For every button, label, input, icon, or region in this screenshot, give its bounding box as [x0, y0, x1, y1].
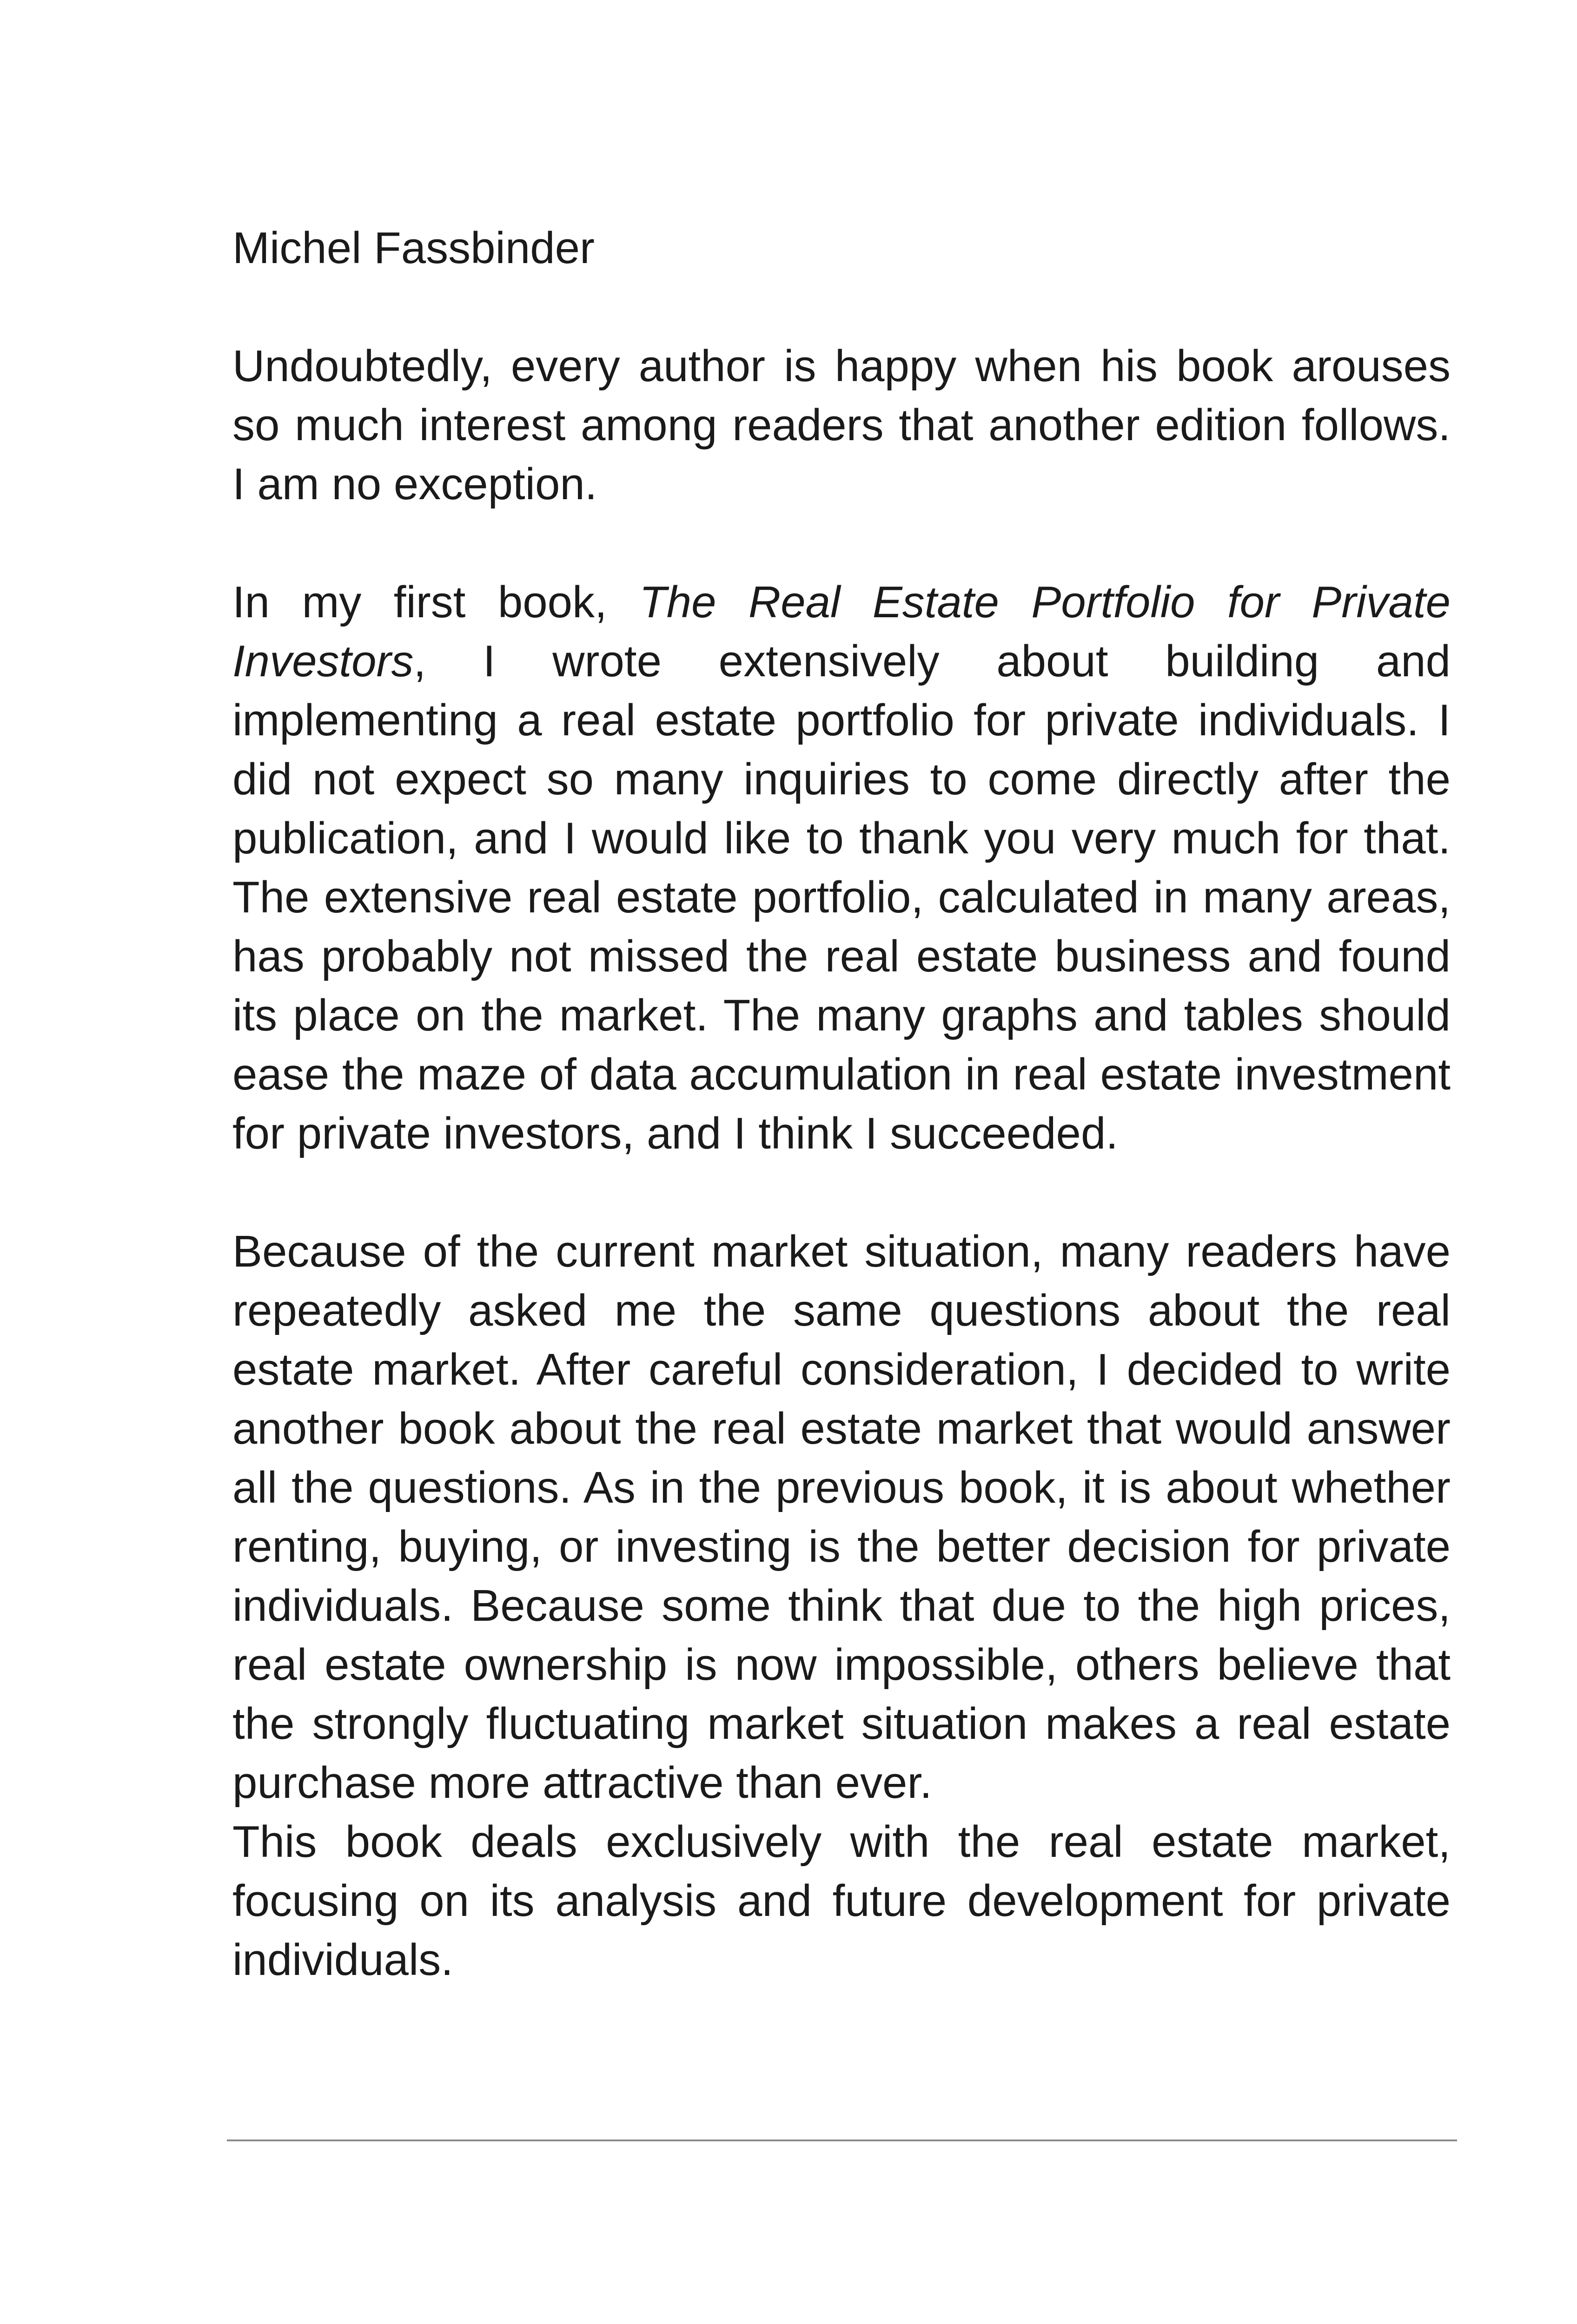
paragraph-3: Because of the current market situation, many readers have repeatedly asked me the same questions about the real estate market. After careful consideration, I decided to write another book about the real estate market that would answer all the questions. As in the previous book, it is about whether renting, buying, or investing is the better decision for private individuals. Because some think that due to the high prices, real estate ownership is now impossible, others believe that the strongly fluctuating market situation makes a real estate purchase more attractive than ever. [232, 1227, 1451, 1808]
author-name: Michel Fassbinder [232, 223, 595, 273]
body-text [232, 337, 1451, 1989]
paragraph-gap [232, 514, 1451, 573]
paragraph-1: Undoubtedly, every author is happy when his book arouses so much interest among readers that another edition follows. I am no exception. [232, 341, 1451, 509]
paragraph-gap [232, 1163, 1451, 1222]
book-title-reference: The Real Estate Portfolio for Private Investors [232, 577, 1451, 686]
paragraph-2 [232, 573, 1451, 1163]
paragraph-2-rest: , I wrote extensively about building and implementing a real estate portfolio for private individuals. I did not expect so many inquiries to come directly after the publication, and I would like to thank you very much for that. The extensive real estate portfolio, calculated in many areas, has probably not missed the real estate business and found its place on the market. The many graphs and tables should ease the maze of data accumulation in real estate investment for private investors, and I think I succeeded. [232, 636, 1451, 1158]
paragraph-4: This book deals exclusively with the real estate market, focusing on its analysis and future development for private individuals. [232, 1817, 1451, 1985]
footer-rule [227, 2139, 1457, 2141]
paragraph-2-intro: In my first book, [232, 577, 640, 627]
